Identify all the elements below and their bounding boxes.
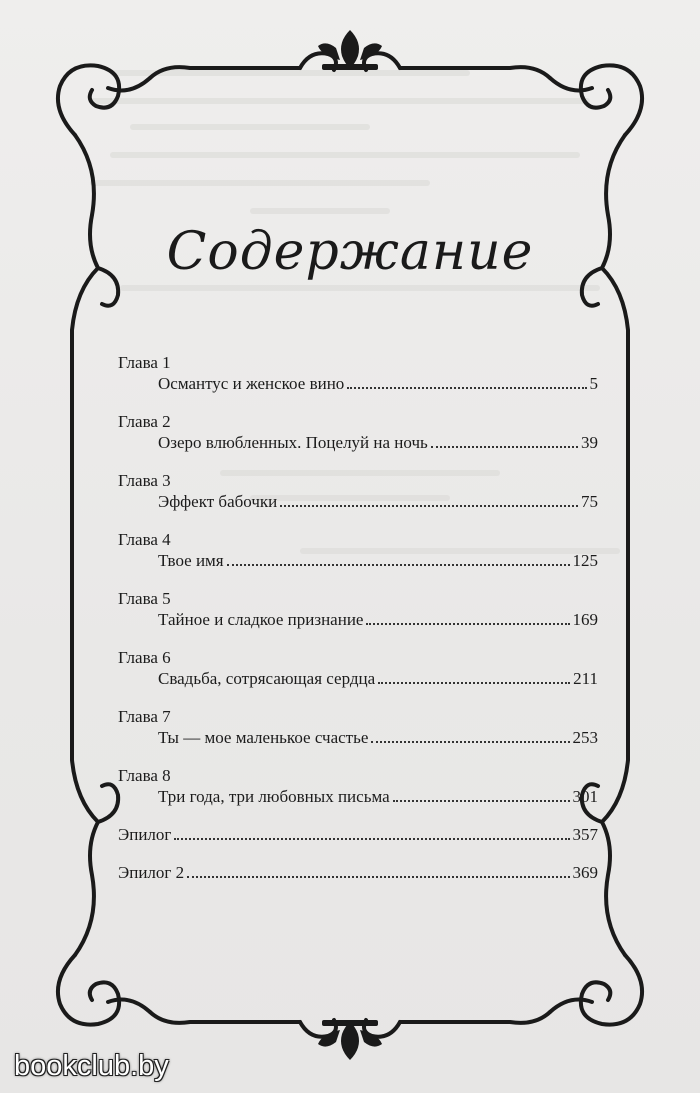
chapter-entry — [158, 373, 598, 394]
chapter-2 — [118, 411, 598, 453]
dot-leader — [378, 681, 570, 684]
chapter-title: Ты — мое маленькое счастье — [158, 728, 369, 747]
dot-leader — [393, 799, 570, 802]
fleur-ornament-bottom — [318, 1020, 382, 1060]
dot-leader — [187, 875, 569, 878]
chapter-label: Глава 3 — [118, 471, 171, 490]
page-title: Содержание — [166, 222, 534, 282]
dot-leader — [227, 563, 570, 566]
page-number: 211 — [573, 669, 598, 688]
epilogue-title: Эпилог — [118, 825, 172, 844]
chapter-title: Три года, три любовных письма — [158, 787, 390, 806]
chapter-label: Глава 6 — [118, 648, 171, 667]
page-number: 169 — [572, 610, 598, 629]
chapter-entry — [158, 432, 598, 453]
chapter-8 — [118, 765, 598, 807]
chapter-4 — [118, 529, 598, 571]
dot-leader — [366, 622, 569, 625]
chapter-label: Глава 1 — [118, 353, 171, 372]
chapter-title: Османтус и женское вино — [158, 374, 345, 393]
chapter-1 — [118, 352, 598, 394]
page-number: 357 — [572, 825, 598, 844]
page-number: 301 — [572, 787, 598, 806]
chapter-entry — [158, 727, 598, 748]
watermark-text: bookclub.by — [14, 1050, 169, 1082]
chapter-title: Тайное и сладкое признание — [158, 610, 364, 629]
epilogue-2-entry — [118, 862, 598, 883]
page-number: 125 — [572, 551, 598, 570]
chapter-title: Твое имя — [158, 551, 224, 570]
chapter-3 — [118, 470, 598, 512]
chapter-label: Глава 8 — [118, 766, 171, 785]
page-number: 369 — [572, 863, 598, 882]
table-of-contents — [118, 352, 598, 900]
epilogue-title: Эпилог 2 — [118, 863, 185, 882]
chapter-label: Глава 7 — [118, 707, 171, 726]
dot-leader — [347, 386, 586, 389]
chapter-title: Свадьба, сотрясающая сердца — [158, 669, 376, 688]
page-number: 5 — [589, 374, 598, 393]
fleur-ornament-top — [318, 30, 382, 70]
chapter-label: Глава 5 — [118, 589, 171, 608]
chapter-entry — [158, 491, 598, 512]
chapter-entry — [158, 609, 598, 630]
page-number: 39 — [581, 433, 598, 452]
chapter-title: Эффект бабочки — [158, 492, 278, 511]
chapter-entry — [158, 668, 598, 689]
chapter-label: Глава 4 — [118, 530, 171, 549]
chapter-label: Глава 2 — [118, 412, 171, 431]
chapter-7 — [118, 706, 598, 748]
page-number: 75 — [581, 492, 598, 511]
dot-leader — [431, 445, 578, 448]
chapter-5 — [118, 588, 598, 630]
chapter-6 — [118, 647, 598, 689]
dot-leader — [371, 740, 569, 743]
chapter-entry — [158, 550, 598, 571]
chapter-title: Озеро влюбленных. Поцелуй на ночь — [158, 433, 428, 452]
dot-leader — [280, 504, 578, 507]
dot-leader — [174, 837, 569, 840]
epilogue-entry — [118, 824, 598, 845]
chapter-entry — [158, 786, 598, 807]
page-number: 253 — [572, 728, 598, 747]
